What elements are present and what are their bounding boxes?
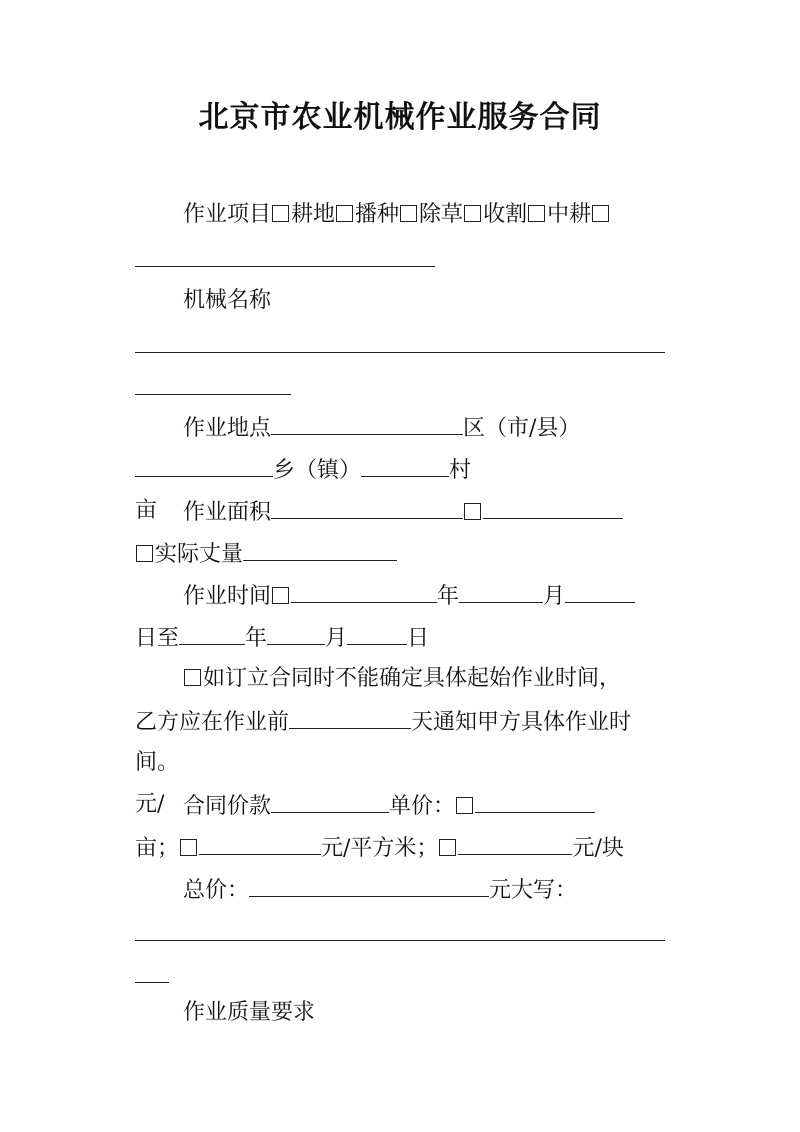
checkbox[interactable]: [184, 669, 201, 686]
year-label: 年: [245, 626, 268, 651]
day-label: 日: [407, 626, 430, 651]
checkbox[interactable]: [464, 205, 481, 222]
machine-name-field-cont[interactable]: [135, 372, 291, 404]
district-field[interactable]: [271, 412, 463, 435]
location-row: [183, 412, 580, 444]
price-row-2: [135, 832, 624, 864]
notice-row-1: [183, 664, 621, 694]
total-label: 总价：: [183, 878, 250, 903]
village-field[interactable]: [361, 454, 449, 477]
time-row: [183, 580, 635, 612]
option-cultivating: 中耕: [547, 202, 592, 227]
total-row: [183, 874, 577, 906]
option-weeding: 除草: [419, 202, 464, 227]
end-day-field[interactable]: [347, 622, 407, 645]
end-year-field[interactable]: [179, 622, 245, 645]
checkbox[interactable]: [439, 839, 456, 856]
township-field[interactable]: [135, 454, 273, 477]
township-label: 乡（镇）: [273, 458, 362, 483]
start-month-field[interactable]: [459, 580, 543, 603]
price-label: 合同价款: [183, 794, 272, 819]
quality-label: 作业质量要求: [183, 1000, 316, 1025]
time-row-2: [135, 622, 429, 654]
checkbox[interactable]: [400, 205, 417, 222]
option-plowing: 耕地: [291, 202, 336, 227]
total-words-field[interactable]: [135, 918, 665, 950]
day-to-label: 日至: [135, 626, 180, 651]
work-item-label: 作业项目: [183, 202, 272, 227]
notice-text: 天通知甲方具体作业时: [411, 710, 632, 735]
start-year-field[interactable]: [291, 580, 437, 603]
village-label: 村: [449, 458, 472, 483]
notice-days-field[interactable]: [289, 706, 411, 729]
total-words-field-cont[interactable]: [135, 960, 169, 992]
year-label: 年: [437, 584, 460, 609]
total-field[interactable]: [249, 874, 489, 897]
yuan-per-block-label: 元/块: [572, 836, 624, 861]
checkbox[interactable]: [180, 839, 197, 856]
machine-name-label: 机械名称: [183, 288, 272, 313]
yuan-per-label: 元/: [135, 792, 165, 817]
option-harvesting: 收割: [483, 202, 528, 227]
month-label: 月: [325, 626, 348, 651]
end-month-field[interactable]: [267, 622, 325, 645]
checkbox[interactable]: [272, 205, 289, 222]
unit-price-sqm-field[interactable]: [199, 832, 321, 855]
work-item-other-field[interactable]: [135, 244, 435, 276]
notice-text: 间。: [135, 750, 180, 775]
notice-text: 如订立合同时不能确定具体起始作业时间，: [203, 666, 622, 691]
area-label: 作业面积: [183, 500, 272, 525]
unit-price-block-field[interactable]: [458, 832, 572, 855]
yuan-daxie-label: 元大写：: [489, 878, 578, 903]
unit-price-label: 单价：: [389, 794, 456, 819]
option-sowing: 播种: [355, 202, 400, 227]
yuan-per-sqm-label: 元/平方米；: [321, 836, 439, 861]
mu-label: 亩: [135, 498, 158, 523]
mu-label: 亩；: [135, 836, 180, 861]
actual-measure-row: [135, 538, 397, 570]
actual-measure-field[interactable]: [243, 538, 397, 561]
checkbox[interactable]: [528, 205, 545, 222]
time-label: 作业时间: [183, 584, 272, 609]
notice-text: 乙方应在作业前: [135, 710, 290, 735]
checkbox[interactable]: [336, 205, 353, 222]
notice-row-2: [135, 706, 631, 738]
checkbox[interactable]: [592, 205, 609, 222]
actual-measure-label: 实际丈量: [155, 542, 244, 567]
checkbox[interactable]: [272, 587, 289, 604]
township-row: [135, 454, 471, 486]
location-label: 作业地点: [183, 416, 272, 441]
work-item-row: [183, 200, 611, 230]
month-label: 月: [543, 584, 566, 609]
checkbox[interactable]: [136, 545, 153, 562]
start-day-field[interactable]: [565, 580, 635, 603]
page-title: 北京市农业机械作业服务合同: [198, 100, 602, 135]
machine-name-field[interactable]: [135, 330, 665, 362]
district-label: 区（市/县）: [463, 416, 581, 441]
